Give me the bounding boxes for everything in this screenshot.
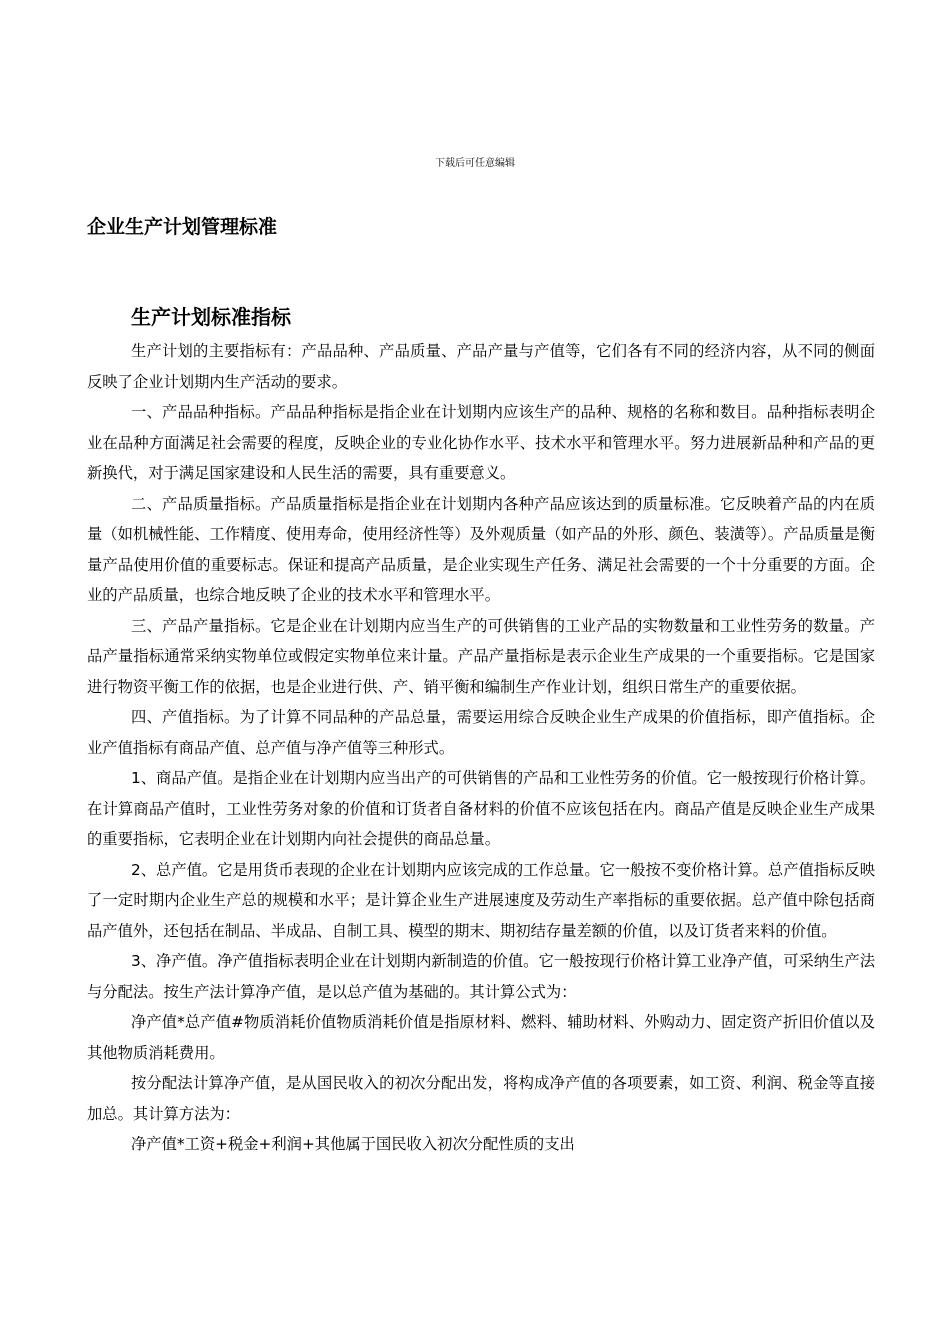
document-title: 企业生产计划管理标准 (87, 216, 278, 238)
paragraph-gross-value: 2、总产值。它是用货币表现的企业在计划期内应该完成的工作总量。它一般按不变价格计算。总产值指标反映了一定时期内企业生产总的规模和水平；是计算企业生产进展速度及劳动生产率指标的重要依据。总产值中除包括商品产值外，还包括在制品、半成品、自制工具、模型的期末、期初结存量差额的价值，以及订货者来料的价值。 (87, 860, 875, 940)
paragraph-net-value: 3、净产值。净产值指标表明企业在计划期内新制造的价值。它一般按现行价格计算工业净产值，可采纳生产法与分配法。按生产法计算净产值，是以总产值为基础的。其计算公式为： (87, 952, 875, 1001)
paragraph-product-quality: 二、产品质量指标。产品质量指标是指企业在计划期内各种产品应该达到的质量标准。它反映着产品的内在质量（如机械性能、工作精度、使用寿命，使用经济性等）及外观质量（如产品的外形、颜色、装潢等）。产品质量是衡量产品使用价值的重要标志。保证和提高产品质量，是企业实现生产任务、满足社会需要的一个十分重要的方面。企业的产品质量，也综合地反映了企业的技术水平和管理水平。 (87, 494, 875, 604)
section-title: 生产计划标准指标 (131, 305, 291, 329)
body-text (87, 336, 875, 1160)
paragraph-output-value: 四、产值指标。为了计算不同品种的产品总量，需要运用综合反映企业生产成果的价值指标，即产值指标。企业产值指标有商品产值、总产值与净产值等三种形式。 (87, 708, 875, 757)
paragraph-product-variety: 一、产品品种指标。产品品种指标是指企业在计划期内应该生产的品种、规格的名称和数目。品种指标表明企业在品种方面满足社会需要的程度，反映企业的专业化协作水平、技术水平和管理水平。努力进展新品种和产品的更新换代，对于满足国家建设和人民生活的需要，具有重要意义。 (87, 403, 875, 482)
paragraph-net-value-formula-distribution: 净产值*工资+税金+利润+其他属于国民收入初次分配性质的支出 (131, 1135, 575, 1153)
paragraph-distribution-method: 按分配法计算净产值，是从国民收入的初次分配出发，将构成净产值的各项要素，如工资、利润、税金等直接加总。其计算方法为： (87, 1074, 875, 1123)
header-note: 下载后可任意编辑 (435, 158, 515, 169)
paragraph-net-value-formula-production: 净产值*总产值#物质消耗价值物质消耗价值是指原材料、燃料、辅助材料、外购动力、固定资产折旧价值以及其他物质消耗费用。 (87, 1013, 875, 1062)
paragraph-product-output: 三、产品产量指标。它是企业在计划期内应当生产的可供销售的工业产品的实物数量和工业性劳务的数量。产品产量指标通常采纳实物单位或假定实物单位来计量。产品产量指标是表示企业生产成果的一个重要指标。它是国家进行物资平衡工作的依据，也是企业进行供、产、销平衡和编制生产作业计划，组织日常生产的重要依据。 (87, 616, 875, 696)
paragraph-commodity-value: 1、商品产值。是指企业在计划期内应当出产的可供销售的产品和工业性劳务的价值。它一般按现行价格计算。在计算商品产值时，工业性劳务对象的价值和订货者自备材料的价值不应该包括在内。商品产值是反映企业生产成果的重要指标，它表明企业在计划期内向社会提供的商品总量。 (87, 769, 875, 848)
paragraph-intro: 生产计划的主要指标有：产品品种、产品质量、产品产量与产值等，它们各有不同的经济内容，从不同的侧面反映了企业计划期内生产活动的要求。 (87, 342, 875, 391)
